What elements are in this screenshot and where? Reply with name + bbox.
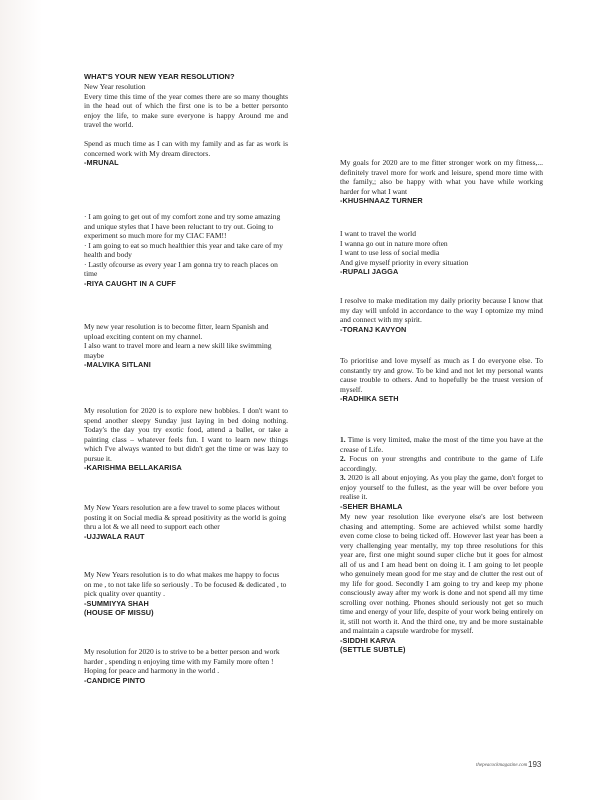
entry-author: -RADHIKA SETH <box>340 394 399 403</box>
entry-seher <box>340 435 543 511</box>
resolution-item-2 <box>340 454 543 473</box>
item-number: 3. <box>340 473 346 482</box>
item-text: Focus on your strengths and contribute to the game of Life accordingly. <box>340 454 543 473</box>
entry-summiyya <box>84 570 288 617</box>
item-number: 1. <box>340 435 346 444</box>
entry-text: My New Years resolution is to do what makes me happy to focus on me , to not take life so seriously . To be focused & dedicated , to pick quality over quantity . <box>84 570 287 598</box>
entry-khushnaaz <box>340 158 543 205</box>
footer-url: thepeacockmagazine.com <box>476 763 528 768</box>
entry-text: · I am going to get out of my comfort zone and try some amazing and unique styles that I have been reluctant to try out. Going to experiment so much more for my CIAC FAM!! · I am going to eat so much healthier this year and take care of my health and body · Lastly ofcourse as every year I am gonna try to reach places on time <box>84 212 283 278</box>
entry-author: -KARISHMA BELLAKARISA <box>84 463 182 472</box>
entry-malvika <box>84 322 288 369</box>
entry-author: -CANDICE PINTO <box>84 675 146 685</box>
entry-text: My resolution for 2020 is to strive to be a better person and work harder , spending n enjoying time with my Family more often ! Hoping for peace and harmony in the world . <box>84 647 280 675</box>
entry-author: -RUPALI JAGGA <box>340 267 399 276</box>
entry-text: My goals for 2020 are to me fitter stronger work on my fitness,... definitely travel more for work and leisure, spend more time with the family,; also be happy with what you have while working harder for what I want <box>340 158 543 196</box>
entry-siddhi <box>340 512 543 654</box>
entry-mrunal <box>84 82 288 167</box>
entry-text: My resolution for 2020 is to explore new hobbies. I don't want to spend another sleepy Sunday just laying in bed doing nothing. Today's the day you try exotic food, attend a ballet, or take a painting class – whatever feels fun. I want to learn new things which I've always wanted to but didn't get the time or was lazy to pursue it. <box>84 406 288 463</box>
entry-text: To prioritise and love myself as much as I do everyone else. To constantly try and grow. To be kind and not let my personal wants cause trouble to others. And to hopefully be the truest version of myself. <box>340 356 543 394</box>
entry-author: -MRUNAL <box>84 158 119 167</box>
entry-author: -TORANJ KAVYON <box>340 324 407 334</box>
entry-karishma <box>84 406 288 472</box>
item-text: Time is very limited, make the most of the time you have at the crease of Life. <box>340 435 543 454</box>
resolution-item-3 <box>340 473 543 502</box>
entry-text: I resolve to make meditation my daily priority because I know that my day will unfold in accordance to the way I optomize my mind and connect with my spirit. <box>340 296 543 324</box>
page-number: 193 <box>528 760 542 769</box>
item-number: 2. <box>340 454 346 463</box>
item-text: 2020 is all about enjoying. As you play the game, don't forget to enjoy yourself to the fullest, as the year will be over before you realise it. <box>340 473 543 501</box>
entry-text: Spend as much time as I can with my family and as far as work is concerned work with My dream directors. <box>84 139 288 158</box>
entry-ujjwala <box>84 503 288 541</box>
entry-radhika <box>340 356 543 403</box>
entry-text: New Year resolution Every time this time of the year comes there are so many thoughts in the head out of which the first one is to be a better personto enjoy the life, to make sure everyone is happy Around me and travel the world. <box>84 82 288 129</box>
entry-text: I want to travel the world I wanna go out in nature more often I want to use less of social media And give myself priority in every situation <box>340 229 469 267</box>
entry-text: My New Years resolution are a few travel to some places without posting it on Social media & spread positivity as the world is going thru a lot & we all need to support each other <box>84 503 287 531</box>
entry-author: -KHUSHNAAZ TURNER <box>340 196 423 205</box>
resolution-item-1 <box>340 435 543 454</box>
entry-author: -SUMMIYYA SHAH <box>84 598 149 608</box>
entry-author: -SEHER BHAMLA <box>340 501 403 511</box>
entry-candice <box>84 647 288 685</box>
entry-riya <box>84 212 288 288</box>
entry-author-brand: (HOUSE OF MISSU) <box>84 607 154 617</box>
entry-author: -MALVIKA SITLANI <box>84 360 151 369</box>
entry-author: -SIDDHI KARVA <box>340 635 396 645</box>
entry-author: -RIYA CAUGHT IN A CUFF <box>84 278 176 288</box>
entry-text: My new year resolution is to become fitter, learn Spanish and upload exciting content on my channel. I also want to travel more and learn a new skill like swimming maybe <box>84 322 272 360</box>
entry-author: -UJJWALA RAUT <box>84 531 145 541</box>
entry-toranj <box>340 296 543 334</box>
article-heading: WHAT'S YOUR NEW YEAR RESOLUTION? <box>84 72 235 81</box>
entry-rupali <box>340 229 543 276</box>
entry-text: My new year resolution like everyone else's are lost between chasing and attempting. Some are achieved whilst some hardly even come close to being ticked off. However last year has been a very challenging year mentally, my top three resolutions for this year are, first one might sound super cliche but it goes for almost all of us and I am head bent on doing it. I am going to let people who genuinely mean good for me stay and de clutter the rest out of my life for good. Secondly I am going to try and keep my phone consciously away after my work is done and not spend all my time scrolling over nothing. Phones should seriously not get so much time and energy of your life, despite of your work being entirely on it, still not worth it. And the third one, try and be more sustainable and maintain a capsule wardrobe for myself. <box>340 512 543 635</box>
entry-author-brand: (SETTLE SUBTLE) <box>340 644 406 654</box>
